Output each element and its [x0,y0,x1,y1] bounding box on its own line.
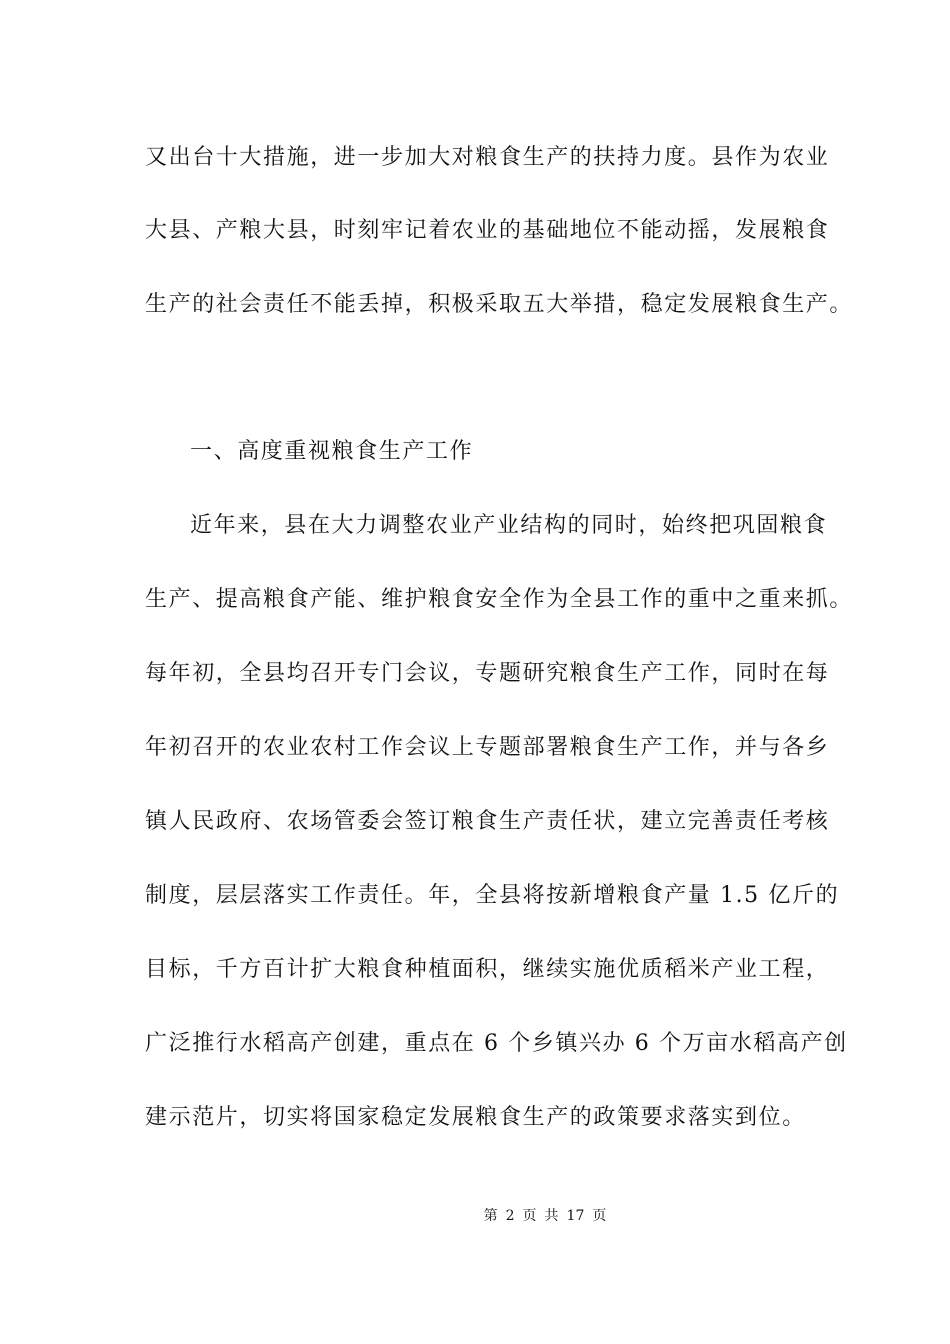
paragraph-line: 年初召开的农业农村工作会议上专题部署粮食生产工作，并与各乡 [145,735,830,760]
paragraph-line: 目标，千方百计扩大粮食种植面积，继续实施优质稻米产业工程， [145,957,830,982]
footer-total-word: 共 [544,1208,559,1224]
paragraph-line: 镇人民政府、农场管委会签订粮食生产责任状，建立完善责任考核 [145,809,830,834]
paragraph-line: 又出台十大措施，进一步加大对粮食生产的扶持力度。县作为农业 [145,145,830,170]
paragraph-line: 生产、提高粮食产能、维护粮食安全作为全县工作的重中之重来抓。 [145,587,854,612]
paragraph-line: 生产的社会责任不能丢掉，积极采取五大举措，稳定发展粮食生产。 [145,292,854,317]
paragraph-line: 大县、产粮大县，时刻牢记着农业的基础地位不能动摇，发展粮食 [145,218,830,243]
paragraph-line: 广泛推行水稻高产创建，重点在 6 个乡镇兴办 6 个万亩水稻高产创 [145,1031,848,1056]
paragraph-line: 制度，层层落实工作责任。年，全县将按新增粮食产量 1.5 亿斤的 [145,883,840,908]
footer-page-word: 页 [522,1208,537,1224]
footer-suffix: 页 [592,1208,607,1224]
paragraph-line: 每年初，全县均召开专门会议，专题研究粮食生产工作，同时在每 [145,661,830,686]
page-number-footer [0,1206,950,1226]
paragraph-line: 近年来，县在大力调整农业产业结构的同时，始终把巩固粮食 [190,513,828,538]
paragraph-line: 建示范片，切实将国家稳定发展粮食生产的政策要求落实到位。 [145,1105,806,1130]
footer-current-page: 2 [505,1208,515,1224]
footer-prefix: 第 [483,1208,498,1224]
section-heading: 一、高度重视粮食生产工作 [190,439,474,464]
footer-total-pages: 17 [566,1208,585,1224]
